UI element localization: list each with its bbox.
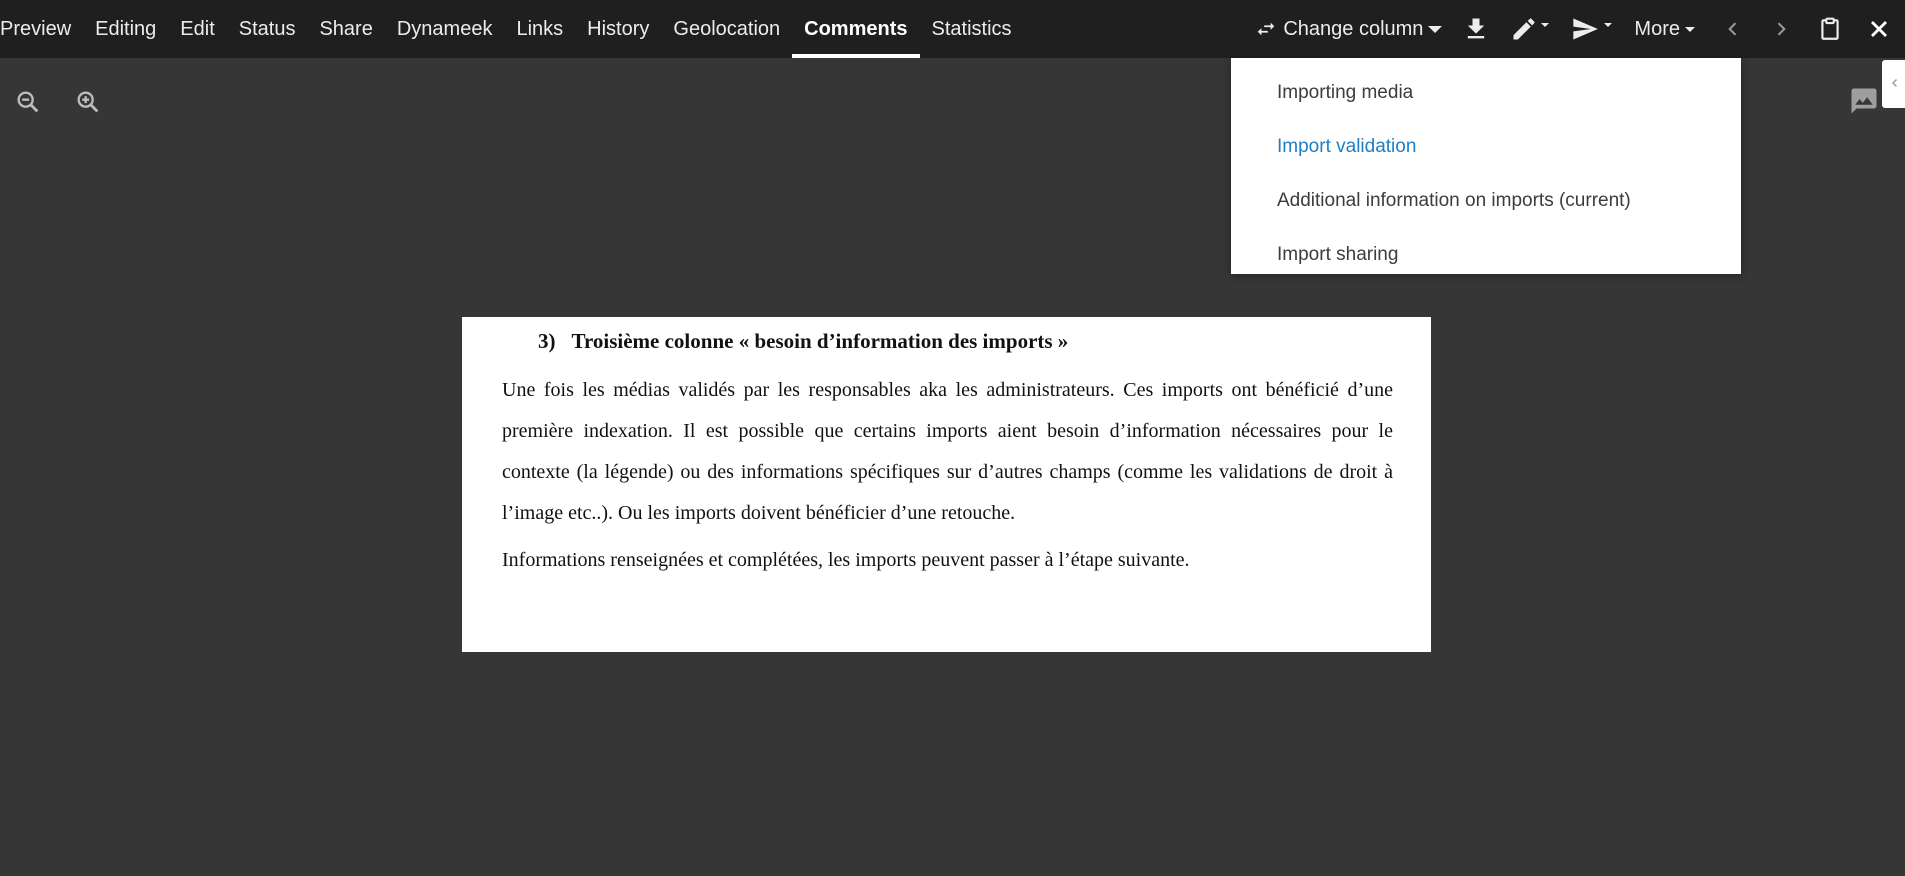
- document-heading: [538, 329, 1393, 354]
- tab-status[interactable]: Status: [238, 17, 296, 40]
- next-button[interactable]: [1771, 17, 1791, 41]
- edit-menu-button[interactable]: [1510, 15, 1549, 43]
- download-button[interactable]: [1462, 15, 1490, 43]
- send-icon: [1569, 15, 1601, 43]
- zoom-out-icon: [14, 103, 42, 120]
- tab-dynameek[interactable]: Dynameek: [396, 17, 493, 40]
- zoom-in-button[interactable]: [74, 88, 102, 121]
- send-menu-button[interactable]: [1569, 15, 1612, 43]
- more-menu-button[interactable]: [1634, 18, 1695, 41]
- swap-icon: [1255, 18, 1277, 40]
- tab-history[interactable]: History: [587, 17, 650, 40]
- tab-editing[interactable]: Editing: [95, 17, 157, 40]
- close-icon: [1867, 17, 1891, 41]
- change-column-dropdown: [1231, 58, 1741, 274]
- download-icon: [1462, 15, 1490, 43]
- menu-item-import-sharing[interactable]: Import sharing: [1277, 244, 1399, 265]
- tab-comments[interactable]: Comments: [792, 0, 919, 58]
- more-label: More: [1634, 17, 1680, 40]
- chevron-left-icon: [1889, 74, 1901, 95]
- comments-panel-button[interactable]: [1849, 86, 1879, 121]
- chevron-down-icon: [1428, 26, 1442, 33]
- previous-button[interactable]: [1723, 17, 1743, 41]
- tab-links[interactable]: Links: [516, 17, 564, 40]
- menu-item-import-validation[interactable]: Import validation: [1277, 136, 1417, 157]
- zoom-controls: [14, 88, 102, 121]
- chevron-left-icon: [1723, 17, 1743, 41]
- close-button[interactable]: [1867, 17, 1891, 41]
- tab-share[interactable]: Share: [319, 17, 373, 40]
- chevron-down-icon: [1685, 27, 1695, 32]
- clipboard-button[interactable]: [1817, 15, 1843, 43]
- heading-text: Troisième colonne « besoin d’information des imports »: [571, 329, 1069, 353]
- comment-image-icon: [1849, 103, 1879, 120]
- chevron-down-icon: [1541, 23, 1549, 27]
- tab-statistics[interactable]: Statistics: [931, 17, 1012, 40]
- document-paragraph-2: Informations renseignées et complétées, les imports peuvent passer à l’étape suivante.: [502, 549, 1190, 571]
- clipboard-icon: [1817, 15, 1843, 43]
- document-paragraph-1: Une fois les médias validés par les responsables aka les administrateurs. Ces imports ont bénéficié d’une première indexation. Il est possible que certains imports aient besoin d’information nécessaires pour le contexte (la légende) ou des informations spécifiques sur d’autres champs (comme les validations de droit à l’image etc..). Ou les imports doivent bénéficier d’une retouche.: [502, 379, 1393, 524]
- tab-bar: [0, 0, 1024, 58]
- tab-geolocation[interactable]: Geolocation: [673, 17, 781, 40]
- change-column-label: Change column: [1283, 17, 1424, 40]
- tab-edit[interactable]: Edit: [180, 17, 215, 40]
- tab-preview[interactable]: Preview: [0, 17, 72, 40]
- zoom-in-icon: [74, 103, 102, 120]
- chevron-down-icon: [1604, 23, 1612, 27]
- pencil-icon: [1510, 15, 1538, 43]
- menu-item-importing-media[interactable]: Importing media: [1277, 82, 1414, 103]
- heading-number: 3): [538, 329, 556, 353]
- toolbar-actions: [1255, 0, 1905, 58]
- chevron-right-icon: [1771, 17, 1791, 41]
- menu-item-additional-information[interactable]: Additional information on imports (current): [1277, 190, 1631, 211]
- document-page: [462, 317, 1431, 652]
- side-panel-toggle[interactable]: [1882, 60, 1905, 108]
- zoom-out-button[interactable]: [14, 88, 42, 121]
- top-toolbar: [0, 0, 1905, 58]
- change-column-button[interactable]: [1255, 18, 1442, 41]
